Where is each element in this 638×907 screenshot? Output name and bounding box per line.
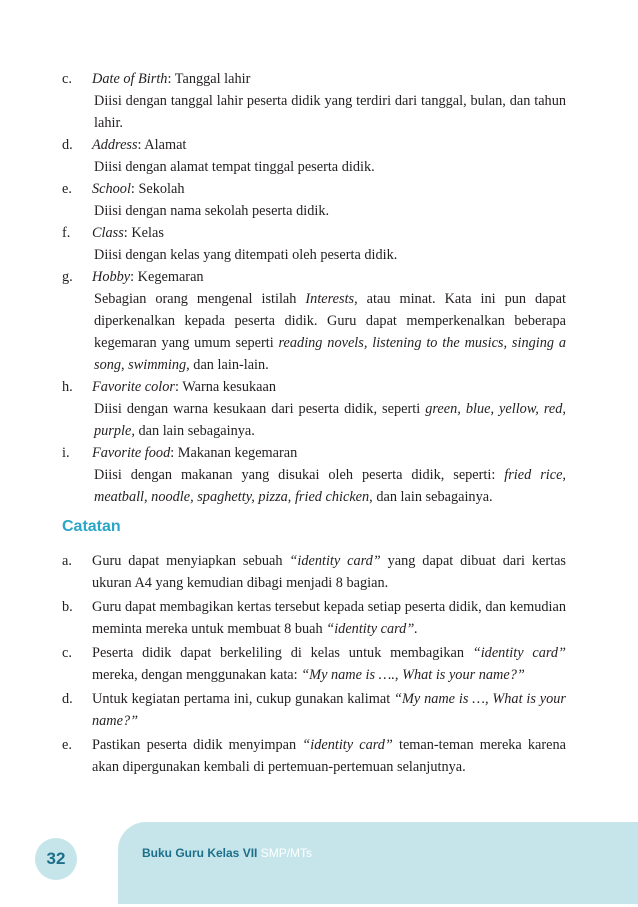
field-term: Date of Birth [92,71,168,87]
field-term-line [92,376,566,398]
list-marker: c. [62,645,72,661]
field-item [62,68,566,134]
book-title: Buku Guru Kelas VII [142,846,258,860]
field-body [92,178,566,222]
text-run: , atau minat. Kata ini pun dapat diperkenalkan kepada peserta didik. Guru dapat memperkenalkan beberapa kegemaran yang umum seperti [94,291,567,351]
footer-band [118,822,638,904]
note-text [92,734,566,778]
text-run: Guru dapat menyiapkan sebuah [92,553,290,569]
italic-text-run: reading novels, listening to the musics, singing a song, swimming, [94,335,567,373]
text-run: Guru dapat membagikan kertas tersebut kepada setiap peserta didik, dan kemudian meminta mereka untuk membuat 8 buah [92,599,566,637]
text-run: teman-teman mereka karena akan dipergunakan kembali di pertemuan-pertemuan selanjutnya. [92,737,566,775]
text-run: Sebagian orang mengenal istilah [94,291,306,307]
field-label: : Sekolah [130,181,185,197]
field-description [94,156,566,178]
field-label: : Alamat [137,137,187,153]
field-item [62,442,566,508]
italic-text-run: “identity card”. [326,621,418,637]
field-body [92,134,566,178]
text-run: Untuk kegiatan pertama ini, cukup gunakan kalimat [92,691,395,707]
field-term-line [92,68,566,90]
field-description [94,90,566,134]
field-item [62,178,566,222]
page-number: 32 [35,838,77,880]
field-body [92,442,566,508]
field-term: Class [92,225,124,241]
field-term-line [92,178,566,200]
field-item [62,134,566,178]
list-marker: g. [62,269,73,285]
note-text [92,688,566,732]
text-run: Diisi dengan makanan yang disukai oleh peserta didik, seperti: [94,467,505,483]
field-item [62,266,566,376]
italic-text-run: green, blue, yellow, red, purple, [94,401,566,439]
field-description [94,464,566,508]
text-run: Peserta didik dapat berkeliling di kelas untuk membagikan [92,645,473,661]
list-marker: d. [62,137,73,153]
text-run: Pastikan peserta didik menyimpan [92,737,303,753]
italic-text-run: “identity card” [302,737,393,753]
field-label: : Tanggal lahir [167,71,251,87]
note-item [62,734,566,778]
field-label: : Kelas [123,225,164,241]
catatan-heading: Catatan [62,518,121,535]
note-item [62,642,566,686]
note-item [62,596,566,640]
text-run: Diisi dengan alamat tempat tinggal peserta didik. [94,159,375,175]
text-run: , dan lain sebagainya. [369,489,493,505]
field-description-list [62,68,566,508]
list-marker: h. [62,379,73,395]
field-item [62,222,566,266]
note-text [92,550,566,594]
field-description [94,244,566,266]
field-term: Address [92,137,138,153]
text-run: Diisi dengan nama sekolah peserta didik. [94,203,330,219]
list-marker: b. [62,599,73,615]
italic-text-run: “identity card” [472,645,566,661]
catatan-notes-list [62,550,566,780]
text-run: mereka, dengan menggunakan kata: [92,667,302,683]
field-term: Favorite color [92,379,175,395]
text-run: dan lain-lain. [189,357,269,373]
field-label: : Kegemaran [130,269,204,285]
field-term-line [92,266,566,288]
field-term-line [92,442,566,464]
field-term-line [92,222,566,244]
text-run: Diisi dengan warna kesukaan dari peserta didik, seperti [94,401,426,417]
list-marker: a. [62,553,72,569]
book-level: SMP/MTs [260,846,313,860]
field-term: School [92,181,131,197]
italic-text-run: “My name is …., What is your name?” [301,667,525,683]
note-text [92,596,566,640]
note-item [62,688,566,732]
field-item [62,376,566,442]
field-term: Favorite food [92,445,171,461]
list-marker: d. [62,691,73,707]
italic-text-run: “identity card” [289,553,381,569]
field-body [92,68,566,134]
text-run: Diisi dengan tanggal lahir peserta didik yang terdiri dari tanggal, bulan, dan tahun lahir. [94,93,566,131]
list-marker: i. [62,445,70,461]
field-body [92,222,566,266]
text-run: Diisi dengan kelas yang ditempati oleh peserta didik. [94,247,398,263]
text-run: dan lain sebagainya. [134,423,255,439]
text-run: yang dapat dibuat dari kertas ukuran A4 yang kemudian dibagi menjadi 8 bagian. [92,553,566,591]
list-marker: e. [62,181,72,197]
field-description [94,200,566,222]
field-label: : Warna kesukaan [174,379,276,395]
field-description [94,288,566,376]
field-description [94,398,566,442]
footer-book-title [142,846,312,860]
field-body [92,376,566,442]
italic-text-run: “My name is …, What is your name?” [92,691,566,729]
list-marker: f. [62,225,71,241]
field-body [92,266,566,376]
field-label: : Makanan kegemaran [170,445,298,461]
list-marker: c. [62,71,72,87]
note-item [62,550,566,594]
field-term-line [92,134,566,156]
note-text [92,642,566,686]
italic-text-run: fried rice, meatball, noodle, spaghetty, pizza, fried chicken [94,467,566,505]
italic-text-run: Interests [305,291,355,307]
list-marker: e. [62,737,72,753]
field-term: Hobby [92,269,131,285]
